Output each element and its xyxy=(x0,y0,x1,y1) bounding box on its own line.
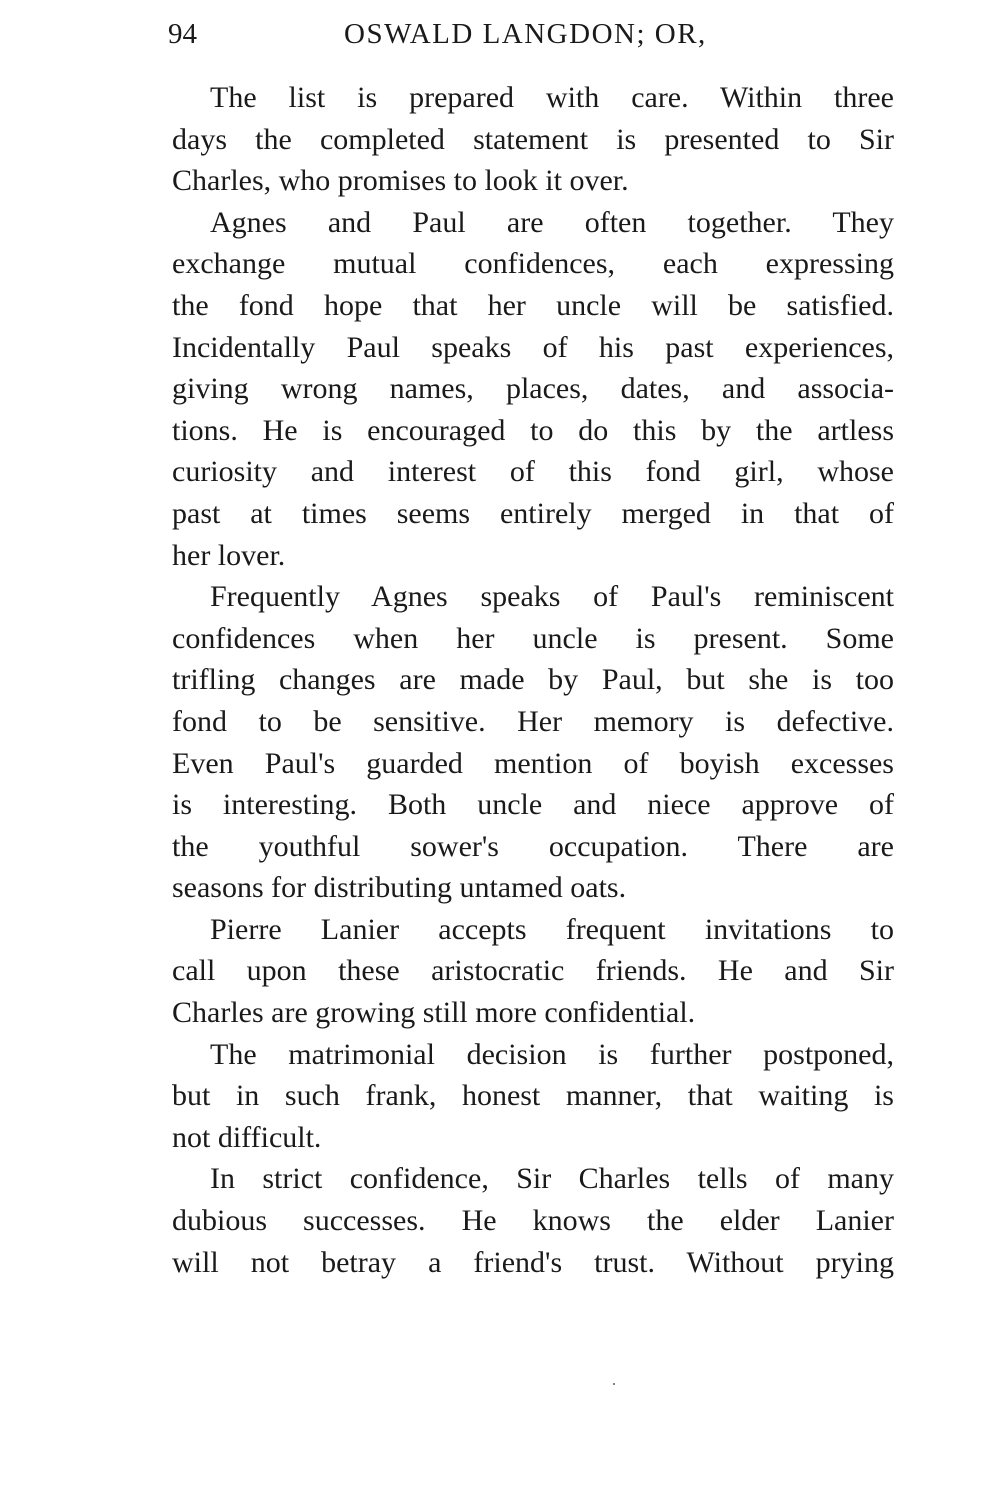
text-line: trifling changes are made by Paul, but she is too xyxy=(172,663,894,697)
text-line: confidences when her uncle is present. Some xyxy=(172,621,894,655)
text-line: Frequently Agnes speaks of Paul's reminiscent xyxy=(210,580,894,614)
text-line: Charles, who promises to look it over. xyxy=(172,164,629,198)
scan-speck xyxy=(613,1383,615,1385)
text-line: seasons for distributing untamed oats. xyxy=(172,871,627,905)
text-line: past at times seems entirely merged in that of xyxy=(172,496,894,530)
text-line: Charles are growing still more confidential. xyxy=(172,996,696,1030)
text-line: giving wrong names, places, dates, and associa- xyxy=(172,372,894,406)
text-line: the fond hope that her uncle will be satisfied. xyxy=(172,288,894,322)
text-line: The matrimonial decision is further postponed, xyxy=(210,1037,894,1071)
text-line: but in such frank, honest manner, that waiting is xyxy=(172,1079,894,1113)
text-line: not difficult. xyxy=(172,1120,322,1154)
text-line: call upon these aristocratic friends. He and Sir xyxy=(172,954,894,988)
running-head xyxy=(168,14,728,54)
text-line: days the completed statement is presented to Sir xyxy=(172,122,894,156)
text-line: Incidentally Paul speaks of his past experiences, xyxy=(172,330,894,364)
text-line: fond to be sensitive. Her memory is defective. xyxy=(172,704,894,738)
text-line: Pierre Lanier accepts frequent invitations to xyxy=(210,912,894,946)
text-line: Even Paul's guarded mention of boyish excesses xyxy=(172,746,894,780)
text-line: her lover. xyxy=(172,538,286,572)
text-line: The list is prepared with care. Within three xyxy=(210,81,894,114)
text-line: exchange mutual confidences, each expressing xyxy=(172,247,894,281)
text-line: is interesting. Both uncle and niece approve of xyxy=(172,788,894,822)
running-title: OSWALD LANGDON; OR, xyxy=(344,18,707,50)
body-text xyxy=(172,77,894,1283)
page-number: 94 xyxy=(168,18,197,50)
text-line: the youthful sower's occupation. There are xyxy=(172,829,894,863)
text-line: In strict confidence, Sir Charles tells of many xyxy=(210,1162,894,1196)
text-line: Agnes and Paul are often together. They xyxy=(210,205,894,239)
text-line: will not betray a friend's trust. Without prying xyxy=(172,1245,894,1279)
text-line: curiosity and interest of this fond girl, whose xyxy=(172,455,894,489)
text-line: dubious successes. He knows the elder Lanier xyxy=(172,1204,894,1238)
text-line: tions. He is encouraged to do this by the artless xyxy=(172,413,894,447)
